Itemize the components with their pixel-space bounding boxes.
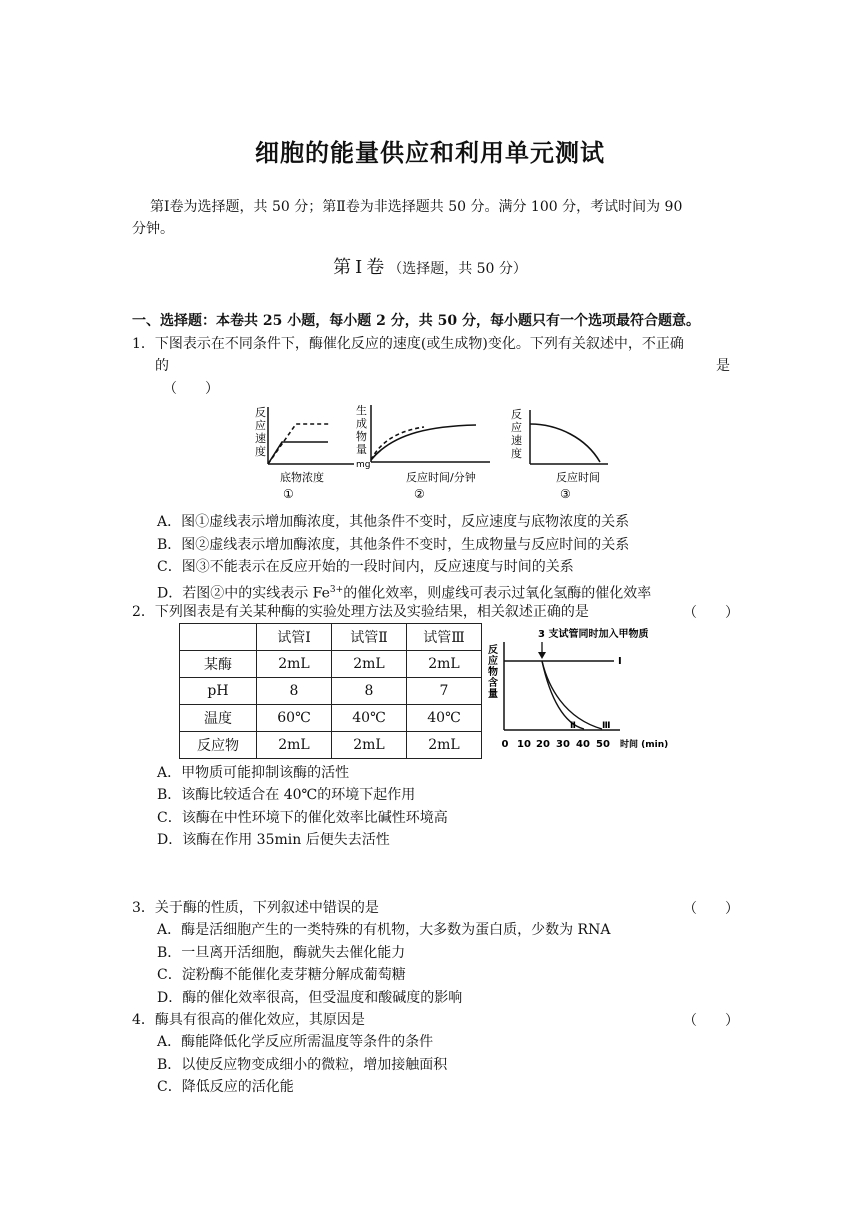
q2-xlabel: 时间 (min) — [620, 740, 669, 750]
q2-tick-10: 10 — [517, 739, 531, 750]
q2-tick-30: 30 — [556, 739, 570, 750]
fig1-ylabel-4: 度 — [255, 445, 266, 458]
volume-title: 第Ⅰ卷 — [333, 257, 389, 278]
q3-option-d: D．酶的催化效率很高，但受温度和酸碱度的影响 — [157, 990, 463, 1006]
fig2-ylabel-1: 生 — [356, 404, 367, 417]
fig2-unit: mg — [356, 460, 371, 470]
q2-arrow-head-icon — [538, 652, 546, 659]
table-header-row — [180, 624, 482, 651]
fig3-ylabel-2: 应 — [511, 421, 522, 434]
q2-ylabel-1: 反 — [488, 645, 498, 656]
fig3-curve — [530, 424, 600, 462]
q3-answer-paren: （ ） — [683, 901, 739, 917]
table-cell: 2mL — [407, 651, 482, 678]
q1-option-c: C．图③不能表示在反应开始的一段时间内，反应速度与时间的关系 — [157, 559, 574, 575]
table-row — [180, 732, 482, 759]
table-cell: 试管Ⅰ — [257, 624, 332, 651]
fig1-ylabel-1: 反 — [255, 406, 266, 419]
q1-figure-1 — [250, 402, 358, 502]
fig3-ylabel-1: 反 — [511, 408, 522, 421]
q2-tick-50: 50 — [596, 739, 610, 750]
table-cell: 2mL — [257, 651, 332, 678]
fig1-xlabel: 底物浓度 — [280, 471, 324, 484]
q1-figure-3 — [508, 402, 620, 502]
fig1-number: ① — [283, 487, 294, 501]
table-cell: 试管Ⅱ — [332, 624, 407, 651]
q2-answer-paren: （ ） — [683, 605, 739, 621]
q2-series-label-1: Ⅰ — [618, 656, 622, 667]
q3-option-a: A．酶是活细胞产生的一类特殊的有机物，大多数为蛋白质，少数为 RNA — [157, 922, 611, 938]
table-cell: pH — [180, 678, 257, 705]
fig2-number: ② — [414, 487, 425, 501]
q4-option-c: C．降低反应的活化能 — [157, 1079, 294, 1095]
table-cell: 2mL — [407, 732, 482, 759]
section-heading: 一、选择题：本卷共 25 小题，每小题 2 分，共 50 分，每小题只有一个选项最符合题意。 — [132, 313, 700, 329]
q2-option-b: B．该酶比较适合在 40℃的环境下起作用 — [157, 787, 416, 803]
page-title: 细胞的能量供应和利用单元测试 — [255, 139, 605, 167]
q1-option-d — [157, 580, 651, 604]
q1-option-d-text-2: 的催化效率，则虚线可表示过氧化氢酶的催化效率 — [343, 585, 652, 602]
table-cell: 8 — [257, 678, 332, 705]
q4-option-b: B．以使反应物变成细小的微粒，增加接触面积 — [157, 1057, 448, 1073]
q2-stem: 2．下列图表是有关某种酶的实验处理方法及实验结果，相关叙述正确的是 — [132, 604, 589, 620]
fig2-ylabel-4: 量 — [356, 443, 367, 456]
q2-ylabel-2: 应 — [488, 656, 498, 667]
q1-option-b: B．图②虚线表示增加酶浓度，其他条件不变时，生成物量与反应时间的关系 — [157, 537, 630, 553]
table-cell: 某酶 — [180, 651, 257, 678]
table-cell: 反应物 — [180, 732, 257, 759]
fig1-ylabel-3: 速 — [255, 432, 266, 445]
fig3-ylabel-4: 度 — [511, 447, 522, 460]
table-cell: 温度 — [180, 705, 257, 732]
q1-stem-cont: 的 — [155, 358, 169, 374]
fig2-ylabel-2: 成 — [356, 417, 367, 430]
q3-option-c: C．淀粉酶不能催化麦芽糖分解成葡萄糖 — [157, 967, 406, 983]
q1-option-d-text: D．若图②中的实线表示 Fe — [157, 585, 330, 602]
table-cell: 2mL — [257, 732, 332, 759]
q2-option-c: C．该酶在中性环境下的催化效率比碱性环境高 — [157, 810, 448, 826]
fig3-ylabel-3: 速 — [511, 434, 522, 447]
intro-line-1: 第Ⅰ卷为选择题，共 50 分；第Ⅱ卷为非选择题共 50 分。满分 100 分，考试时间为 90 — [150, 199, 683, 215]
q2-experiment-table — [179, 623, 482, 759]
q1-stem-end: 是 — [716, 358, 730, 374]
table-row — [180, 705, 482, 732]
fig1-solid-line — [268, 442, 328, 464]
table-cell: 试管Ⅲ — [407, 624, 482, 651]
table-cell: 40℃ — [407, 705, 482, 732]
fig3-number: ③ — [560, 487, 571, 501]
q2-reaction-chart — [484, 626, 684, 758]
q3-option-b: B．一旦离开活细胞，酶就失去催化能力 — [157, 945, 406, 961]
q4-option-a: A．酶能降低化学反应所需温度等条件的条件 — [157, 1034, 434, 1050]
q1-option-a: A．图①虚线表示增加酶浓度，其他条件不变时，反应速度与底物浓度的关系 — [157, 514, 630, 530]
q3-stem: 3．关于酶的性质，下列叙述中错误的是 — [132, 900, 379, 916]
q2-ylabel-4: 含 — [488, 678, 498, 689]
table-row — [180, 678, 482, 705]
volume-heading — [0, 253, 860, 279]
q2-ylabel-3: 物 — [488, 667, 498, 678]
table-cell: 40℃ — [332, 705, 407, 732]
table-cell — [180, 624, 257, 651]
table-cell: 8 — [332, 678, 407, 705]
table-cell: 7 — [407, 678, 482, 705]
q2-series-3 — [542, 661, 602, 729]
q2-series-label-3: Ⅲ — [602, 721, 611, 731]
q1-stem: 1．下图表示在不同条件下，酶催化反应的速度(或生成物)变化。下列有关叙述中，不正确 — [132, 336, 684, 352]
table-cell: 60℃ — [257, 705, 332, 732]
fig2-solid-curve — [371, 425, 476, 460]
intro-line-2: 分钟。 — [132, 221, 174, 237]
q2-option-a: A．甲物质可能抑制该酶的活性 — [157, 765, 350, 781]
fig2-ylabel-3: 物 — [356, 430, 367, 443]
q2-ylabel-5: 量 — [488, 689, 498, 700]
q2-chart-annotation: 3 支试管同时加入甲物质 — [538, 629, 649, 640]
fig2-xlabel: 反应时间/分钟 — [406, 471, 476, 484]
q1-answer-paren: （ ） — [163, 381, 219, 397]
q2-tick-0: 0 — [501, 739, 509, 750]
q4-stem: 4．酶具有很高的催化效应，其原因是 — [132, 1012, 365, 1028]
q2-tick-20: 20 — [536, 739, 550, 750]
q2-tick-40: 40 — [576, 739, 590, 750]
q4-answer-paren: （ ） — [683, 1013, 739, 1029]
q1-figure-2 — [354, 402, 494, 502]
fig1-ylabel-2: 应 — [255, 419, 266, 432]
fig3-xlabel: 反应时间 — [556, 471, 600, 484]
q2-option-d: D．该酶在作用 35min 后便失去活性 — [157, 832, 390, 848]
q2-series-label-2: Ⅱ — [570, 721, 576, 731]
q1-option-d-sup: 3+ — [329, 585, 344, 595]
q2-series-2 — [542, 661, 584, 729]
fig1-dashed-line — [268, 424, 330, 464]
table-cell: 2mL — [332, 732, 407, 759]
table-row — [180, 651, 482, 678]
volume-note: （选择题，共 50 分） — [388, 261, 527, 277]
table-cell: 2mL — [332, 651, 407, 678]
